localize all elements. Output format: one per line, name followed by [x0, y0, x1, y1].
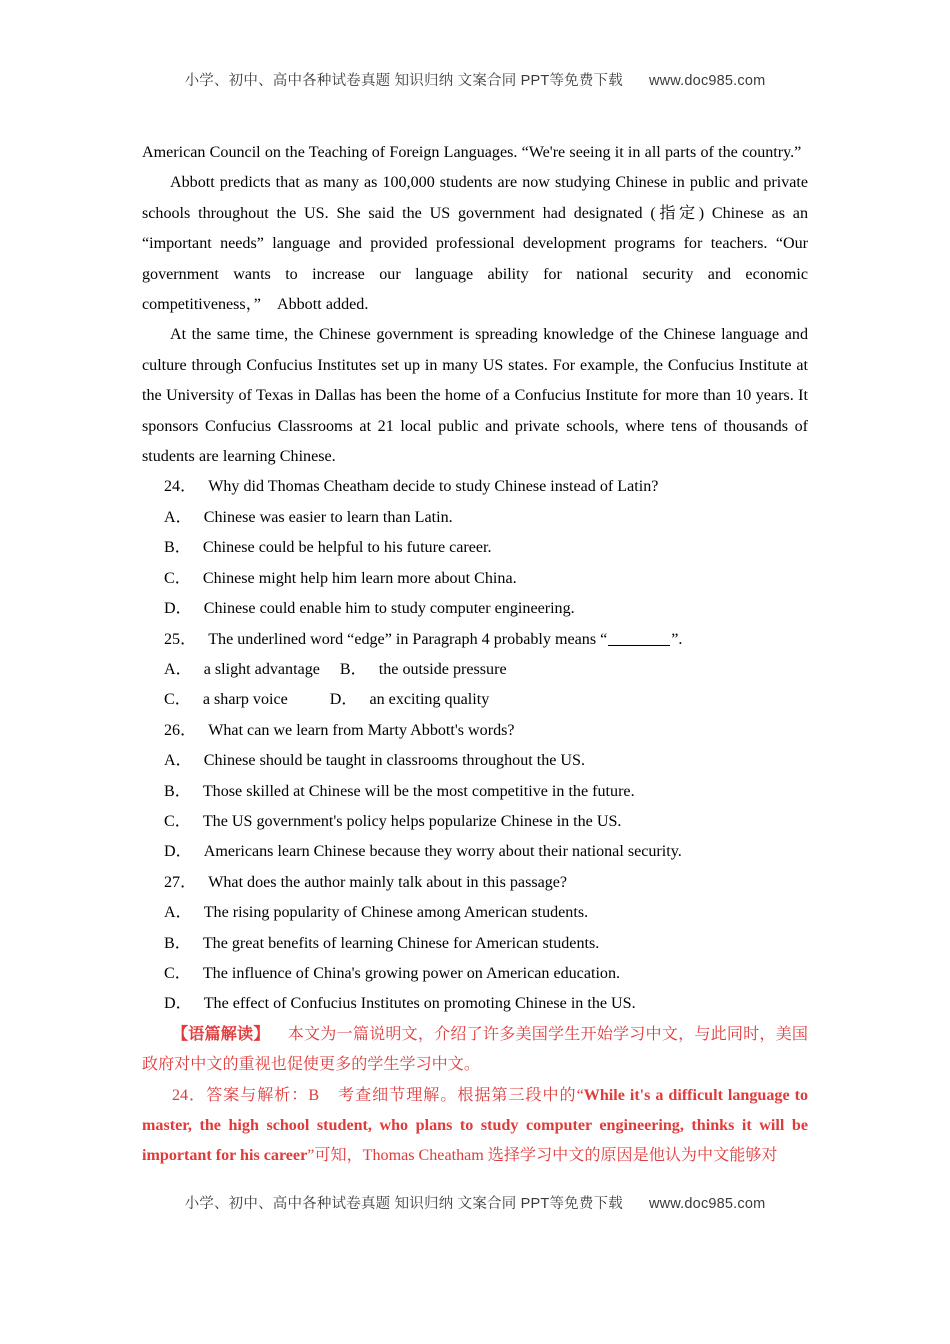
option-label: D． [329, 691, 358, 709]
question-number: 26． [164, 721, 197, 739]
header-watermark-url: www.doc985.com [648, 73, 766, 89]
option-text: Chinese could enable him to study computer engineering. [203, 600, 575, 618]
option-label: A． [164, 508, 192, 526]
question-number: 24． [164, 478, 197, 496]
option-label: B． [164, 782, 191, 800]
question-stem [142, 716, 808, 746]
document-body [142, 138, 808, 1172]
option-text: an exciting quality [369, 691, 490, 709]
footer-watermark [0, 1190, 950, 1232]
question-block-27 [142, 868, 808, 1020]
option-row[interactable] [142, 564, 808, 594]
option-label: D． [164, 843, 192, 861]
option-row[interactable] [142, 655, 808, 685]
option-label: D． [164, 995, 192, 1013]
option-label: A． [164, 904, 192, 922]
option-text: the outside pressure [378, 660, 507, 678]
option-row[interactable] [142, 837, 808, 867]
option-text: Chinese could be helpful to his future career. [202, 539, 492, 557]
passage-paragraph: At the same time, the Chinese government is spreading knowledge of the Chinese language and culture through Confucius Institutes set up in many US states. For example, the Confucius Institute at the University of Texas in Dallas has been the home of a Confucius Institute for more than 10 years. It sponsors Confucius Classrooms at 21 local public and private schools, where tens of thousands of students are learning Chinese. [142, 326, 808, 466]
option-label: B． [164, 539, 191, 557]
passage-analysis [142, 1020, 808, 1081]
option-text: The US government's policy helps popularize Chinese in the US. [202, 812, 622, 830]
option-text: Chinese was easier to learn than Latin. [203, 508, 453, 526]
question-stem-text: What can we learn from Marty Abbott's words? [208, 721, 515, 739]
question-stem [142, 472, 808, 502]
answer-blank[interactable] [608, 645, 670, 646]
question-number: 25． [164, 630, 197, 648]
option-label: A． [164, 660, 192, 678]
option-text: The rising popularity of Chinese among American students. [203, 904, 589, 922]
option-label: A． [164, 752, 192, 770]
option-text: Americans learn Chinese because they worry about their national security. [203, 843, 682, 861]
option-row[interactable] [142, 533, 808, 563]
question-stem [142, 868, 808, 898]
option-text: Chinese might help him learn more about China. [202, 569, 517, 587]
analysis-section [142, 1020, 808, 1172]
question-block-24 [142, 472, 808, 624]
explanation-tail: ”可知，Thomas Cheatham 选择学习中文的原因是他认为中文能够对 [307, 1147, 778, 1165]
option-label: C． [164, 691, 191, 709]
explanation-lead: 考查细节理解。根据第三段中的“ [337, 1086, 584, 1104]
option-row[interactable] [142, 594, 808, 624]
option-label: B． [339, 660, 367, 678]
explanation-number: 24． [172, 1086, 207, 1104]
answer-explanation [142, 1081, 808, 1172]
analysis-tag: 【语篇解读】 [172, 1025, 270, 1043]
option-row[interactable] [142, 777, 808, 807]
question-stem-text: Why did Thomas Cheatham decide to study Chinese instead of Latin? [208, 478, 659, 496]
passage-paragraph: American Council on the Teaching of Foreign Languages. “We're seeing it in all parts of the country.” [142, 144, 802, 161]
header-watermark [0, 69, 950, 90]
question-block-26 [142, 716, 808, 868]
explanation-answer: 答案与解析：B [206, 1086, 320, 1104]
option-row[interactable] [142, 503, 808, 533]
option-label: C． [164, 964, 191, 982]
option-text: Those skilled at Chinese will be the most competitive in the future. [202, 782, 635, 800]
option-label: C． [164, 569, 191, 587]
question-stem [142, 625, 808, 655]
footer-watermark-url: www.doc985.com [648, 1196, 766, 1212]
option-row[interactable] [142, 685, 808, 715]
passage-paragraph: Abbott predicts that as many as 100,000 students are now studying Chinese in public and private schools throughout the US. She said the US government had designated (指定) Chinese as an “important needs” language and provided professional development programs for teachers. “Our government wants to increase our language ability for national security and economic competitiveness，” Abbott added. [142, 174, 808, 314]
option-row[interactable] [142, 898, 808, 928]
option-text: The effect of Confucius Institutes on promoting Chinese in the US. [203, 995, 636, 1013]
option-label: D． [164, 600, 192, 618]
explanation-quote: While it's a difficult language to master, the high school student, who plans to study computer engineering, thinks it will be important for his career [142, 1086, 808, 1165]
footer-watermark-text: 小学、初中、高中各种试卷真题 知识归纳 文案合同 PPT等免费下载 [184, 1196, 623, 1212]
option-label: C． [164, 812, 191, 830]
header-watermark-text: 小学、初中、高中各种试卷真题 知识归纳 文案合同 PPT等免费下载 [184, 73, 623, 89]
option-row[interactable] [142, 807, 808, 837]
option-row[interactable] [142, 929, 808, 959]
question-stem-text: What does the author mainly talk about in this passage? [208, 873, 568, 891]
option-row[interactable] [142, 989, 808, 1019]
question-stem-text-after: ”. [671, 630, 683, 648]
option-text: Chinese should be taught in classrooms throughout the US. [203, 752, 586, 770]
option-text: a sharp voice [202, 691, 288, 709]
question-stem-text-before: The underlined word “edge” in Paragraph 4 probably means “ [208, 630, 608, 648]
option-text: The influence of China's growing power on American education. [202, 964, 621, 982]
question-number: 27． [164, 873, 197, 891]
option-row[interactable] [142, 746, 808, 776]
option-label: B． [164, 934, 191, 952]
option-text: a slight advantage [203, 660, 320, 678]
option-row[interactable] [142, 959, 808, 989]
analysis-summary: 本文为一篇说明文，介绍了许多美国学生开始学习中文，与此同时，美国政府对中文的重视也促使更多的学生学习中文。 [142, 1025, 809, 1074]
question-block-25 [142, 625, 808, 716]
option-text: The great benefits of learning Chinese for American students. [202, 934, 600, 952]
